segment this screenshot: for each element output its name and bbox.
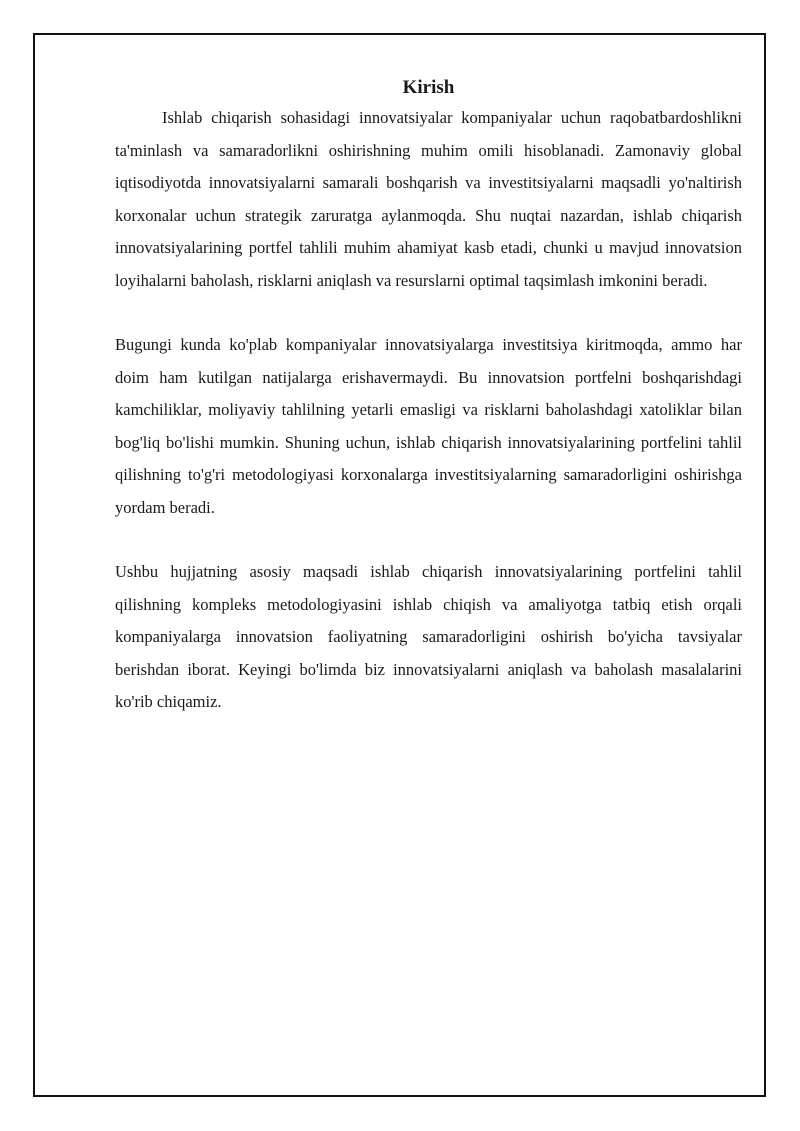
paragraph-spacer bbox=[115, 524, 742, 556]
document-title: Kirish bbox=[402, 77, 455, 98]
paragraph-problem: Bugungi kunda ko'plab kompaniyalar innovatsiyalarga investitsiya kiritmoqda, ammo har doim ham kutilgan natijalarga erishavermaydi. Bu innovatsion portfelni boshqarishdagi kamchiliklar, moliyaviy tahlilning yetarli emasligi va risklarni baholashdagi xatoliklar bilan bog'liq bo'lishi mumkin. Shuning uchun, ishlab chiqarish innovatsiyalarining portfelini tahlil qilishning to'g'ri metodologiyasi korxonalarga investitsiyalarning samaradorligini oshirishga yordam beradi. bbox=[115, 335, 742, 517]
paragraph-goal: Ushbu hujjatning asosiy maqsadi ishlab chiqarish innovatsiyalarining portfelini tahlil qilishning kompleks metodologiyasini ishlab chiqish va amaliyotga tatbiq etish orqali kompaniyalarga innovatsion faoliyatning samaradorligini oshirish bo'yicha tavsiyalar berishdan iborat. Keyingi bo'limda biz innovatsiyalarni aniqlash va baholash masalalarini ko'rib chiqamiz. bbox=[115, 562, 742, 711]
document-body bbox=[115, 74, 742, 719]
paragraph-spacer bbox=[115, 297, 742, 329]
paragraph-intro: Ishlab chiqarish sohasidagi innovatsiyalar kompaniyalar uchun raqobatbardoshlikni ta'minlash va samaradorlikni oshirishning muhim omili hisoblanadi. Zamonaviy global iqtisodiyotda innovatsiyalarni samarali boshqarish va investitsiyalarni maqsadli yo'naltirish korxonalar uchun strategik zaruratga aylanmoqda. Shu nuqtai nazardan, ishlab chiqarish innovatsiyalarining portfel tahlili muhim ahamiyat kasb etadi, chunki u mavjud innovatsion loyihalarni baholash, risklarni aniqlash va resurslarni optimal taqsimlash imkonini beradi. bbox=[115, 108, 742, 290]
